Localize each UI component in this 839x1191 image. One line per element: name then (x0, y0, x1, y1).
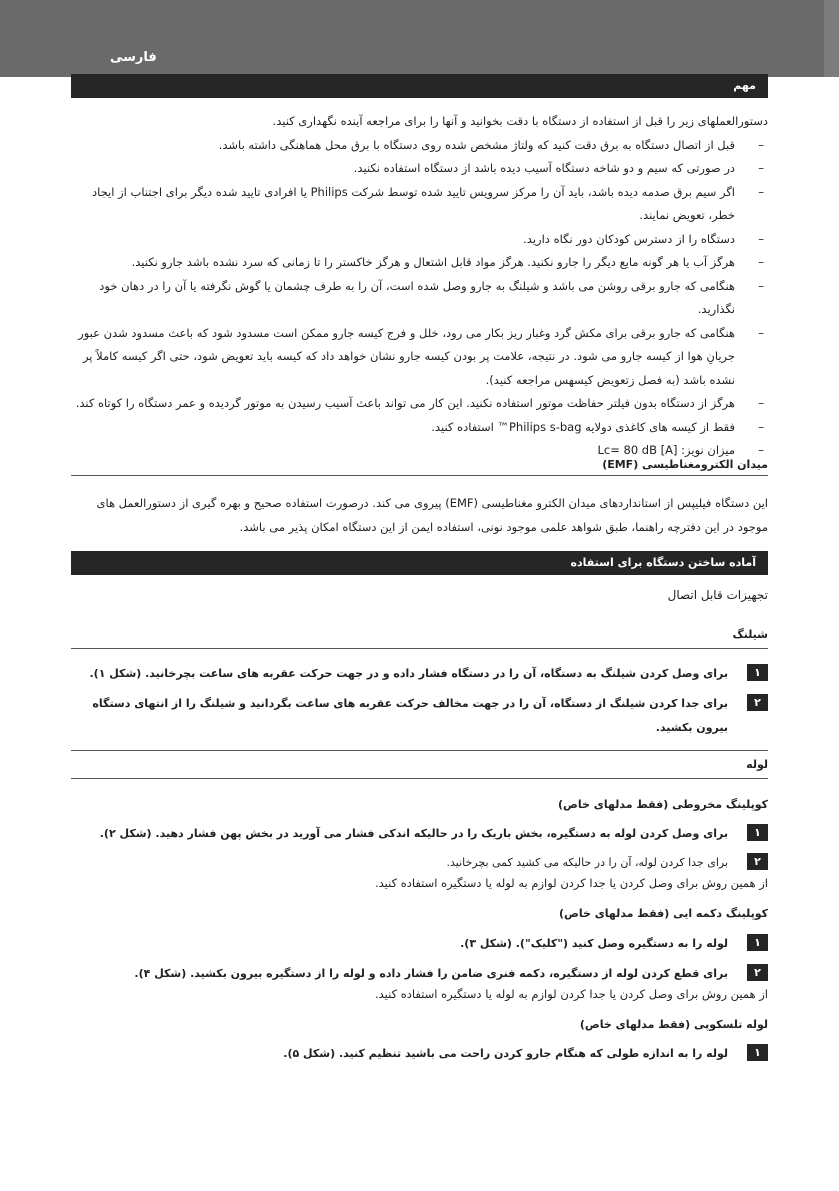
emf-text: این دستگاه فیلیپس از استانداردهای میدان الکترو مغناطیسی (EMF) پیروی می کند. درصورت استفاده صحیح و بهره گیری از دستورالعمل های موجود در این دفترچه راهنما، طبق شواهد علمی موجود نونی، استفاده ایمن از این دستگاه امکان پذیر می باشد. (96, 496, 768, 534)
step-number: ۱ (747, 824, 768, 841)
step-number: ۱ (747, 1044, 768, 1061)
button-step-2 (71, 962, 768, 986)
step-number: ۲ (747, 853, 768, 870)
list-item: – در صورتی که سیم و دو شاخه دستگاه آسیب دیده باشد از دستگاه استفاده نکنید. (353, 161, 764, 175)
list-item: – هرگز آب یا هر گونه مایع دیگر را جارو نکنید. هرگز مواد قابل اشتعال و هرگز خاکستر را تا زمانی که سرد نشده باشد جارو نکنید. (131, 255, 764, 269)
button-coupling-heading: کوپلینگ دکمه ایی (فقط مدلهای خاص) (559, 907, 768, 920)
step-text: برای وصل کردن لوله به دستگیره، بخش باریک را در حالیکه اندکی فشار می آورید در بخش پهن فشار دهید. (شکل ۲). (99, 827, 728, 840)
header-tab (0, 0, 839, 77)
tube-heading: لوله (746, 758, 768, 771)
important-heading-bar (71, 74, 768, 98)
list-item: – هرگز از دستگاه بدون فیلتر حفاظت موتور استفاده نکنید. این کار می تواند باعث آسیب رسیدن به موتور گردیده و عمر دستگاه را کوتاه کند. (75, 396, 764, 410)
conical-coupling-heading: کوپلینگ مخروطی (فقط مدلهای خاص) (558, 798, 768, 811)
divider (71, 648, 768, 649)
list-item: – دستگاه را از دسترس کودکان دور نگاه دارید. (523, 231, 764, 246)
important-intro: دستورالعملهای زیر را قبل از استفاده از دستگاه با دقت بخوانید و آنها را برای مراجعه آینده نگهداری کنید. (272, 114, 768, 128)
conical-step-1 (71, 822, 768, 846)
divider (71, 475, 768, 476)
step-text: لوله را به دستگیره وصل کنید ("کلیک"). (شکل ۳). (460, 937, 728, 950)
step-text: برای وصل کردن شیلنگ به دستگاه، آن را در دستگاه فشار داده و در جهت حرکت عقربه های ساعت بچرخانید. (شکل ۱). (89, 667, 728, 680)
list-item: – میزان نویز: Lc= 80 dB [A] (597, 443, 764, 457)
header-tab-strip (824, 0, 839, 77)
telescopic-step-1 (71, 1042, 768, 1066)
step-text: برای جدا کردن شیلنگ از دستگاه، آن را در جهت مخالف حرکت عقربه های ساعت بگردانید و شیلنگ را از انتهای دستگاه بیرون بکشید. (92, 697, 728, 734)
step-number: ۲ (747, 964, 768, 981)
language-tab-label: فارسی (110, 50, 157, 65)
emf-heading: میدان الکترومغناطیسی (EMF) (602, 458, 768, 471)
prepare-heading: آماده ساختن دستگاه برای استفاده (570, 556, 756, 569)
prepare-heading-bar (71, 551, 768, 575)
hose-step-1 (71, 662, 768, 686)
list-item: – هنگامی که جارو برقی روشن می باشد و شیلنگ به جارو وصل شده است، آن را به طرف چشمان یا گوش نگرفته یا آن را در دهان خود نگذارید. (99, 278, 764, 316)
divider (71, 750, 768, 751)
list-item: – فقط از کیسه های کاغذی دولایه Philips s-bag™ استفاده کنید. (431, 419, 764, 434)
important-heading: مهم (733, 79, 756, 92)
button-note: از همین روش برای وصل کردن یا جدا کردن لوازم به لوله یا دستگیره استفاده کنید. (374, 987, 768, 1001)
accessories-heading: تجهیزات قابل اتصال (667, 588, 768, 602)
step-number: ۲ (747, 694, 768, 711)
list-item: – اگر سیم برق صدمه دیده باشد، باید آن را مرکز سرویس تایید شده توسط شرکت Philips یا افرادی تایید شده دیگر برای اجتناب از ایجاد خطر، تعویض نمایند. (92, 184, 764, 222)
step-text: لوله را به اندازه طولی که هنگام جارو کردن راحت می باشید تنظیم کنید. (شکل ۵). (283, 1047, 728, 1060)
telescopic-tube-heading: لوله تلسکوپی (فقط مدلهای خاص) (579, 1018, 768, 1031)
hose-step-2 (71, 692, 768, 739)
divider (71, 778, 768, 779)
step-text: برای جدا کردن لوله، آن را در حالیکه می کشید کمی بچرخانید. (446, 856, 728, 869)
list-item: – قبل از اتصال دستگاه به برق دقت کنید که ولتاژ مشخص شده روی دستگاه با برق محل هماهنگی داشته باشد. (218, 137, 764, 152)
list-item: – هنگامی که جارو برقی برای مکش گرد وغبار ریز بکار می رود، خلل و فرج کیسه جارو ممکن است مسدود شود که باعث مسدود شدن عبور جریانِ هوا از کیسه جارو می شود. در نتیجه، علامت پر بودن کیسه جارو نشان خواهد داد که کیسه باید تعویض شود، حتی اگر کیسه کاملاً پر نشده باشد (به فصل زتعویض کیسهس مراجعه کنید). (78, 325, 764, 387)
conical-note: از همین روش برای وصل کردن یا جدا کردن لوازم به لوله یا دستگیره استفاده کنید. (374, 876, 768, 890)
step-text: برای قطع کردن لوله از دستگیره، دکمه فنری ضامن را فشار داده و لوله را از دستگیره بیرون بکشید. (شکل ۴). (134, 967, 728, 980)
step-number: ۱ (747, 934, 768, 951)
important-body (71, 110, 768, 463)
button-step-1 (71, 932, 768, 956)
step-number: ۱ (747, 664, 768, 681)
hose-heading: شیلنگ (732, 628, 768, 641)
conical-step-2 (71, 851, 768, 875)
